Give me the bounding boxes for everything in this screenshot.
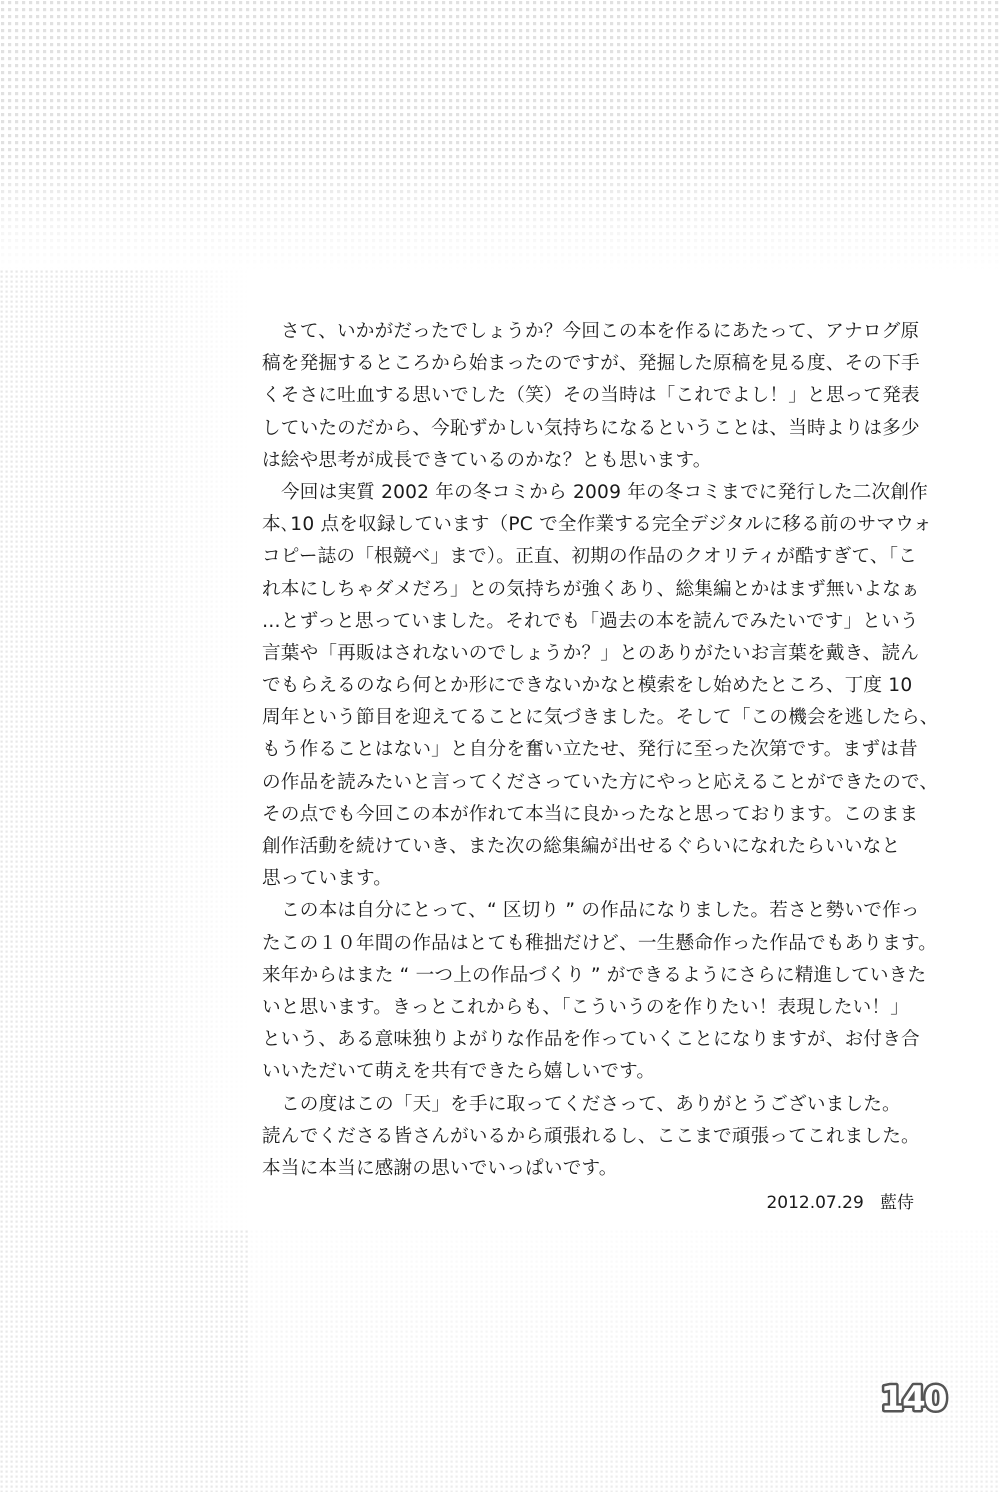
paragraph-3 xyxy=(262,895,938,1088)
text-line: この本は自分にとって、“ 区切り ” の作品になりました。若さと勢いで作っ xyxy=(281,900,920,922)
text-line: 稿を発掘するところから始まったのですが、発掘した原稿を見る度、その下手 xyxy=(262,353,920,375)
text-line: いと思います。きっとこれからも、「こういうのを作りたい！表現したい！」 xyxy=(262,996,909,1018)
text-line: していたのだから、今恥ずかしい気持ちになるということは、当時よりは多少 xyxy=(262,417,920,439)
page-number: 140 xyxy=(880,1379,946,1419)
paragraph-4 xyxy=(262,1089,922,1186)
text-line: でもらえるのなら何とか形にできないかなと模索をし始めたところ、丁度 10 xyxy=(262,675,913,697)
text-line: 周年という節目を迎えてることに気づきました。そして「この機会を逃したら、 xyxy=(262,707,939,729)
text-line: 来年からはまた “ 一つ上の作品づくり ” ができるようにさらに精進していきた xyxy=(262,964,927,986)
text-line: 今回は実質 2002 年の冬コミから 2009 年の冬コミまでに発行した二次創作 xyxy=(281,481,928,503)
signature-author: 藍侍 xyxy=(880,1193,914,1214)
text-line: 言葉や「再販はされないのでしょうか？」とのありがたいお言葉を戴き、読ん xyxy=(262,642,920,664)
text-line: この度はこの「天」を手に取ってくださって、ありがとうございました。 xyxy=(281,1093,901,1115)
paragraph-2 xyxy=(262,477,939,895)
text-line: 読んでくださる皆さんがいるから頑張れるし、ここまで頑張ってこれました。 xyxy=(262,1125,920,1147)
text-line: れ本にしちゃダメだろ」との気持ちが強くあり、総集編とかはまず無いよなぁ xyxy=(262,578,920,600)
text-line: コピー誌の「根競べ」まで）。正直、初期の作品のクオリティが酷すぎて、「こ xyxy=(262,546,918,568)
text-line: 創作活動を続けていき、また次の総集編が出せるぐらいになれたらいいなと xyxy=(262,836,901,857)
text-line: いいただいて萌えを共有できたら嬉しいです。 xyxy=(262,1061,656,1083)
text-line: たこの１０年間の作品はとても稚拙だけど、一生懸命作った作品でもあります。 xyxy=(262,932,938,954)
text-line: さて、いかがだったでしょうか？今回この本を作るにあたって、アナログ原 xyxy=(281,321,920,342)
text-line: …とずっと思っていました。それでも「過去の本を読んでみたいです」という xyxy=(262,610,919,632)
text-line: 本､10 点を収録しています（PC で全作業する完全デジタルに移る前のサマウォ xyxy=(262,514,932,536)
text-line: という、ある意味独りよがりな作品を作っていくことになりますが、お付き合 xyxy=(262,1029,920,1051)
text-line: の作品を読みたいと言ってくださっていた方にやっと応えることができたので、 xyxy=(262,771,939,793)
signature xyxy=(262,1185,914,1221)
text-line: 思っています。 xyxy=(262,868,393,890)
signature-date: 2012.07.29 xyxy=(766,1193,864,1214)
text-line: は絵や思考が成長できているのかな？とも思います。 xyxy=(262,449,712,471)
page-number-badge xyxy=(880,1374,946,1420)
text-line: 本当に本当に感謝の思いでいっぱいです。 xyxy=(262,1157,618,1179)
afterword-body xyxy=(262,316,939,1221)
text-line: その点でも今回この本が作れて本当に良かったなと思っております。このまま xyxy=(262,803,919,825)
text-line: くそさに吐血する思いでした（笑）その当時は「これでよし！」と思って発表 xyxy=(262,385,920,407)
text-line: もう作ることはない」と自分を奮い立たせ、発行に至った次第です。まずは昔 xyxy=(262,739,918,761)
paragraph-1 xyxy=(262,316,922,477)
